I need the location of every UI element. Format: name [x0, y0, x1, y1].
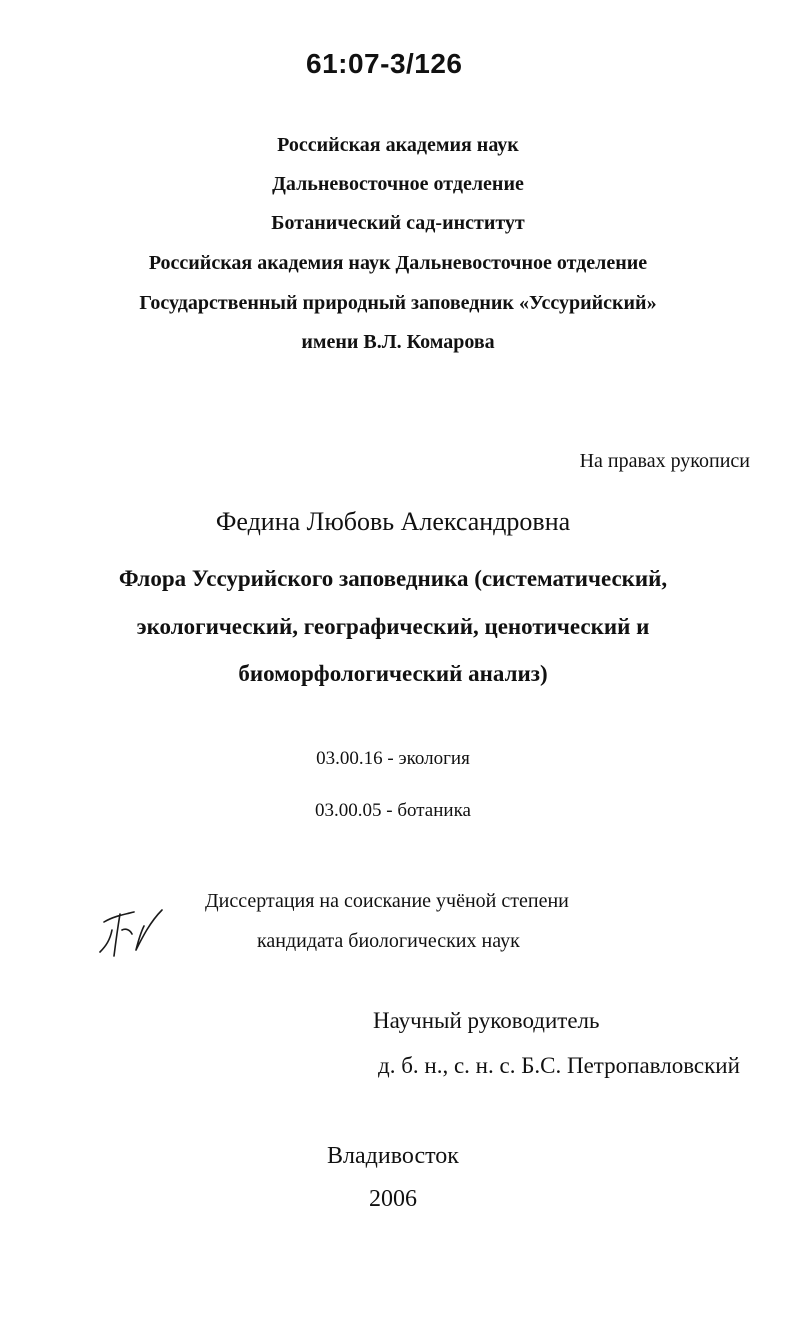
specialty-ecology: 03.00.16 - экология	[316, 748, 470, 769]
institution-line-2: Дальневосточное отделение	[272, 173, 524, 195]
specialty-botany: 03.00.05 - ботаника	[315, 800, 471, 821]
title-line-1: Флора Уссурийского заповедника (систематический,	[118, 566, 668, 591]
city: Владивосток	[327, 1143, 459, 1169]
supervisor-label: Научный руководитель	[373, 1008, 600, 1033]
degree-line-2: кандидата биологических наук	[257, 930, 520, 952]
institution-line-1: Российская академия наук	[277, 134, 519, 156]
institution-line-4: Российская академия наук Дальневосточное отделение	[148, 252, 648, 274]
institution-line-3: Ботанический сад-институт	[271, 212, 525, 234]
author-name: Федина Любовь Александровна	[215, 507, 571, 536]
handwritten-signature-icon	[96, 900, 166, 960]
title-line-2: экологический, географический, ценотический и	[136, 614, 650, 639]
manuscript-note: На правах рукописи	[579, 450, 750, 472]
archive-code: 61:07-3/126	[306, 48, 463, 79]
institution-line-6: имени В.Л. Комарова	[301, 331, 495, 353]
institution-line-5: Государственный природный заповедник «Уссурийский»	[139, 292, 657, 314]
title-line-3: биоморфологический анализ)	[238, 661, 548, 686]
year: 2006	[369, 1186, 417, 1212]
supervisor-name: д. б. н., с. н. с. Б.С. Петропавловский	[378, 1053, 740, 1078]
degree-line-1: Диссертация на соискание учёной степени	[205, 890, 569, 912]
